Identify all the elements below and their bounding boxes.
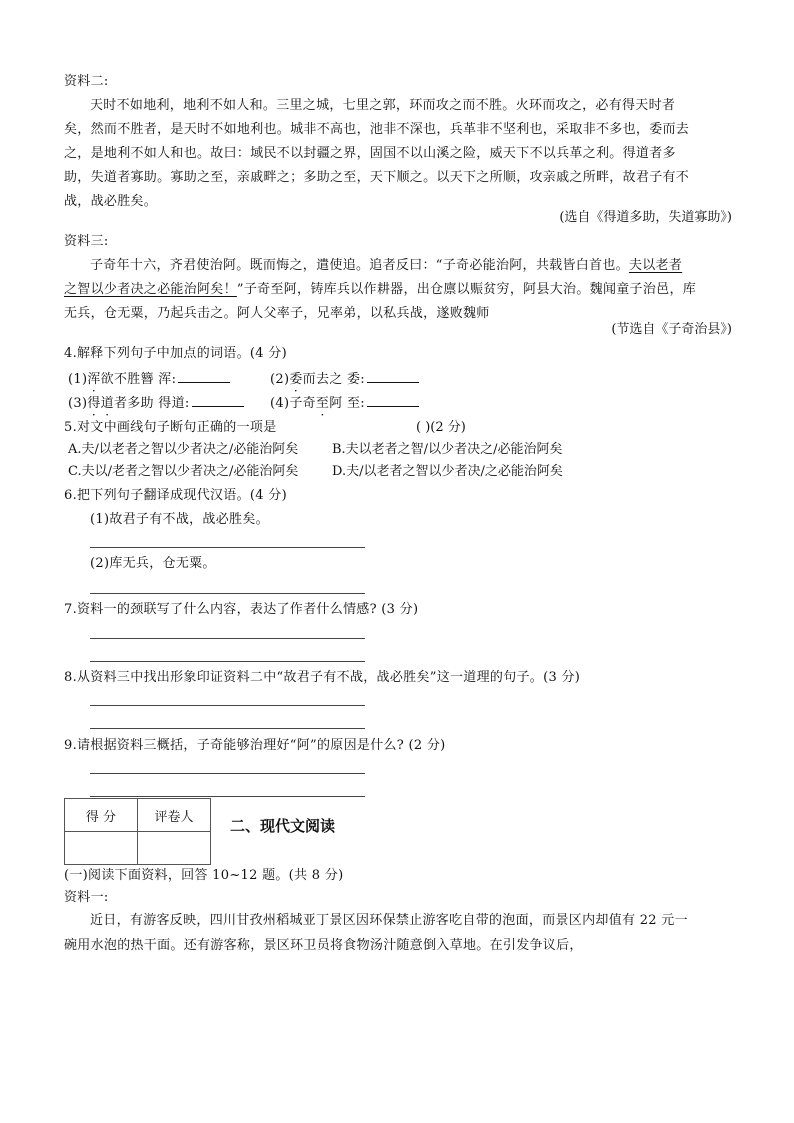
part-one-line-2: 碗用水泡的热干面。还有游客称，景区环卫员将食物汤汁随意倒入草地。在引发争议后， (64, 938, 583, 953)
answer-line[interactable] (90, 661, 365, 662)
item-text: 而去之 委: (302, 372, 365, 387)
answer-blank[interactable] (367, 370, 419, 383)
material-two-source: (选自《得道多助，失道寡助》) (559, 210, 732, 225)
material-two-label: 资料二: (64, 74, 109, 89)
dotted-word: 浑 (87, 372, 101, 387)
dotted-word: 至 (315, 396, 330, 411)
item-text: 者多助 得道: (113, 396, 190, 411)
question-6-stem: 6.把下列句子翻译成现代汉语。(4 分) (64, 488, 287, 503)
answer-line[interactable] (90, 773, 365, 774)
material-three-line-2 (64, 282, 696, 298)
question-4-item-4 (270, 394, 419, 412)
part-one-intro: (一)阅读下面资料，回答 10~12 题。(共 8 分) (64, 868, 344, 883)
material-two-line-5: 战，战必胜矣。 (64, 194, 158, 209)
question-4-item-3 (68, 394, 244, 412)
question-9-stem: 9.请根据资料三概括，子奇能够治理好“阿”的原因是什么? (2 分) (64, 738, 446, 753)
material-three-source: (节选自《子奇治县》) (611, 322, 732, 337)
answer-line[interactable] (90, 728, 365, 729)
question-5-answer-paren[interactable]: ( )(2 分) (416, 420, 466, 435)
item-number: (3) (68, 396, 88, 411)
question-5-option-a[interactable]: A.夫/以老者之智以少者决之/必能治阿矣 (68, 442, 299, 457)
answer-blank[interactable] (192, 394, 244, 407)
material-three-line-1-text: 子奇年十六，齐君使治阿。既而悔之，遣使追。追者反曰：“子奇必能治阿，共载皆白首也。 (90, 258, 629, 273)
material-three-line-2-text: ”子奇至阿，铸库兵以作耕器，出仓廪以赈贫穷，阿县大治。魏闻童子治邑，库 (236, 282, 697, 297)
answer-line[interactable] (90, 593, 365, 594)
answer-line[interactable] (90, 705, 365, 706)
underlined-sentence-part-1: 夫以老者 (628, 258, 683, 273)
item-text: 欲不胜簪 浑: (100, 372, 177, 387)
underlined-sentence-part-2: 之智以少者决之必能治阿矣！ (64, 282, 237, 297)
answer-blank[interactable] (178, 370, 230, 383)
question-4-stem: 4.解释下列句子中加点的词语。(4 分) (64, 346, 287, 361)
question-5-option-c[interactable]: C.夫以/老者之智以少者决之/必能治阿矣 (68, 464, 299, 479)
material-three-line-1 (90, 258, 682, 274)
item-number: (4)子奇 (270, 396, 316, 411)
item-number: (2) (270, 372, 290, 387)
answer-line[interactable] (90, 638, 365, 639)
material-two-line-3: 之，是地利不如人和也。故曰：域民不以封疆之界，固国不以山溪之险，威天下不以兵革之利。得道者多 (64, 146, 676, 161)
score-header: 得 分 (65, 799, 138, 832)
question-4-item-1 (68, 370, 230, 388)
dotted-word: 道 (100, 396, 114, 411)
question-4-item-2 (270, 370, 419, 388)
score-cell[interactable] (65, 832, 138, 865)
grader-header: 评卷人 (138, 799, 211, 832)
part-one-material-label: 资料一: (64, 890, 109, 905)
dotted-word: 委 (289, 372, 303, 387)
material-three-line-3: 无兵，仓无粟，乃起兵击之。阿人父率子，兄率弟，以私兵战，遂败魏师 (64, 306, 490, 321)
dotted-word: 得 (87, 396, 101, 411)
question-5-option-b[interactable]: B.夫以老者之智/以少者决之/必能治阿矣 (332, 442, 563, 457)
question-8-stem: 8.从资料三中找出形象印证资料二中“故君子有不战，战必胜矣”这一道理的句子。(3 分) (64, 670, 581, 685)
question-6-sentence-1: (1)故君子有不战，战必胜矣。 (90, 512, 269, 527)
question-7-stem: 7.资料一的颈联写了什么内容，表达了作者什么情感? (3 分) (64, 602, 419, 617)
material-two-line-2: 矣，然而不胜者，是天时不如地利也。城非不高也，池非不深也，兵革非不坚利也，采取非不多也，委而去 (64, 122, 690, 137)
answer-line[interactable] (90, 547, 365, 548)
section-title: 二、现代文阅读 (230, 817, 336, 835)
item-number: (1) (68, 372, 88, 387)
question-5-stem: 5.对文中画线句子断句正确的一项是 (64, 420, 277, 435)
material-three-label: 资料三: (64, 234, 109, 249)
material-two-line-4: 助，失道者寡助。寡助之至，亲戚畔之；多助之至，天下顺之。以天下之所顺，攻亲戚之所畔，故君子有不 (64, 170, 690, 185)
answer-line[interactable] (90, 796, 365, 797)
part-one-line-1: 近日，有游客反映，四川甘孜州稻城亚丁景区因环保禁止游客吃自带的泡面，而景区内却值有 22 元一 (90, 913, 688, 928)
answer-blank[interactable] (367, 394, 419, 407)
question-5-option-d[interactable]: D.夫/以老者之智以少者决/之必能治阿矣 (332, 464, 563, 479)
material-two-line-1: 天时不如地利，地利不如人和。三里之城，七里之郭，环而攻之而不胜。火环而攻之，必有得天时者 (90, 98, 676, 113)
grader-cell[interactable] (138, 832, 211, 865)
item-text: 阿 至: (329, 396, 365, 411)
question-6-sentence-2: (2)库无兵，仓无粟。 (90, 556, 216, 571)
score-table (64, 798, 211, 865)
